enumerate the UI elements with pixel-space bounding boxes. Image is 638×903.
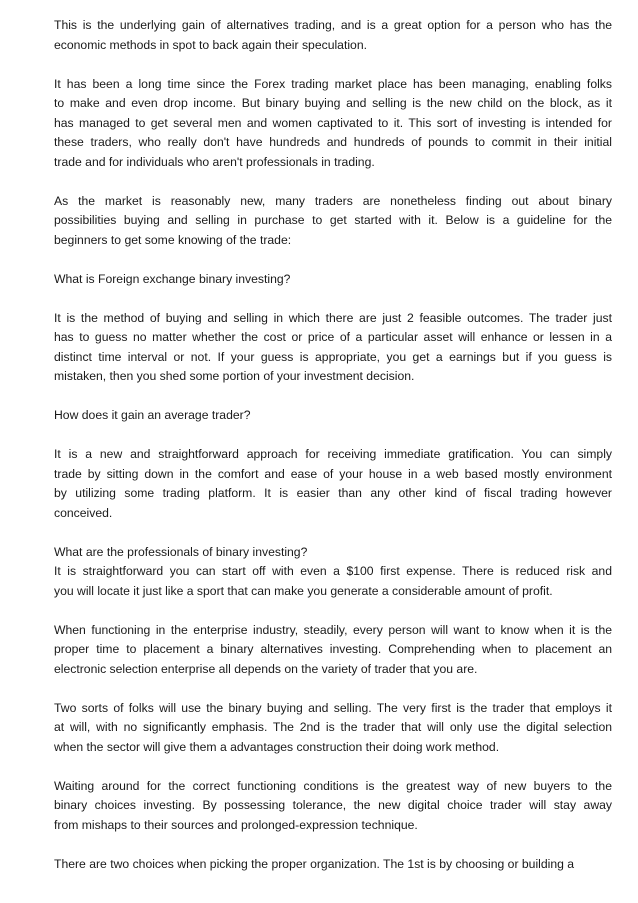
paragraph-line: at will, with no significantly emphasis. The 2nd is the trader that will only use the digital selection [54, 720, 612, 734]
paragraph [54, 562, 612, 601]
paragraph-line: from mishaps to their sources and prolonged-expression technique. [54, 817, 418, 832]
paragraph-line: As the market is reasonably new, many traders are nonetheless finding out about binary [54, 193, 612, 208]
paragraph-line: How does it gain an average trader? [54, 408, 251, 422]
paragraph-line: economic methods in spot to back again their speculation. [54, 37, 367, 52]
paragraph-line: mistaken, then you shed some portion of your investment decision. [54, 369, 415, 383]
paragraph [54, 543, 612, 563]
paragraph-line: There are two choices when picking the proper organization. The 1st is by choosing or building a [54, 856, 575, 871]
paragraph [54, 855, 612, 875]
paragraph [54, 621, 612, 680]
paragraph-line: It is straightforward you can start off with even a $100 first expense. There is reduced risk and [54, 564, 612, 578]
paragraph-line: when the sector will give them a advantages construction their doing work method. [54, 739, 500, 754]
paragraph-line: possibilities buying and selling in purchase to get started with it. Below is a guideline for the [54, 213, 612, 227]
paragraph-line: to make and even drop income. But binary buying and selling is the new child on the block, as it [54, 96, 612, 110]
paragraph [54, 445, 612, 523]
paragraph-line: trade by sitting down in the comfort and ease of your house in a web based mostly environment [54, 466, 612, 481]
paragraph-line: proper time to placement a binary alternatives investing. Comprehending when to placement an [54, 642, 612, 656]
paragraph [54, 270, 612, 290]
paragraph [54, 309, 612, 387]
paragraph-line: What are the professionals of binary investing? [54, 544, 308, 559]
paragraph-line: It has been a long time since the Forex trading market place has been managing, enabling folks [54, 76, 612, 91]
paragraph-line: has to guess no matter whether the cost or price of a particular asset will enhance or lessen in a [54, 330, 612, 344]
paragraph-line: It is a new and straightforward approach for receiving immediate gratification. You can simply [54, 447, 612, 461]
paragraph-line: This is the underlying gain of alternatives trading, and is a great option for a person who has the [54, 18, 612, 32]
paragraph [54, 192, 612, 251]
paragraph-line: distinct time interval or not. If your guess is appropriate, you get a earnings but if you guess is [54, 349, 612, 364]
document-page [54, 16, 612, 894]
paragraph [54, 75, 612, 173]
paragraph-line: It is the method of buying and selling in which there are just 2 feasible outcomes. The trader just [54, 310, 612, 325]
paragraph-line: trade and for individuals who aren't professionals in trading. [54, 154, 375, 169]
paragraph [54, 406, 612, 426]
paragraph-line: conceived. [54, 505, 113, 520]
paragraph [54, 777, 612, 836]
paragraph-line: by utilizing some trading platform. It is easier than any other kind of fiscal trading however [54, 486, 612, 500]
paragraph-line: these traders, who really don't have hundreds and hundreds of pounds to commit in their initial [54, 135, 612, 149]
paragraph-line: Two sorts of folks will use the binary buying and selling. The very first is the trader that employs it [54, 700, 612, 715]
paragraph-line: you will locate it just like a sport that can make you generate a considerable amount of profit. [54, 583, 553, 598]
paragraph-line: What is Foreign exchange binary investing? [54, 271, 291, 286]
paragraph [54, 699, 612, 758]
paragraph-line: has managed to get several men and women captivated to it. This sort of investing is intended for [54, 115, 612, 130]
paragraph [54, 16, 612, 55]
paragraph-line: Waiting around for the correct functioning conditions is the greatest way of new buyers to the [54, 778, 612, 793]
paragraph-line: binary choices investing. By possessing tolerance, the new digital choice trader will stay away [54, 798, 612, 812]
paragraph-line: When functioning in the enterprise industry, steadily, every person will want to know when it is the [54, 622, 612, 637]
paragraph-line: electronic selection enterprise all depends on the variety of trader that you are. [54, 661, 478, 676]
paragraph-line: beginners to get some knowing of the trade: [54, 232, 292, 247]
